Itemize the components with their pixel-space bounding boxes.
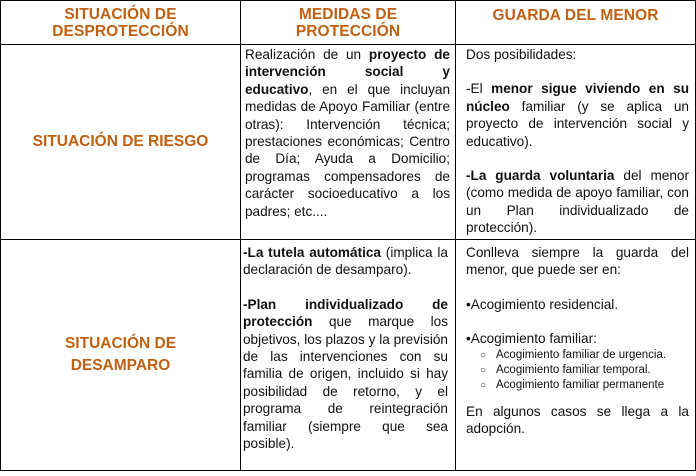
riesgo-medidas-text2: , en el que incluyan medidas de Apoyo Familiar (entre otras): Intervención técnica; prestaciones económicas; Centro de Día; Ayuda a Domicilio; programas compensadores de carácter socioeducativo a los padres; etc....: [245, 81, 450, 219]
header-guarda-text: GUARDA DEL MENOR: [492, 7, 659, 24]
column-divider-2: [455, 0, 456, 471]
riesgo-guarda-p1-bold: menor sigue viviendo en su núcleo: [466, 81, 690, 114]
header-medidas-text: MEDIDAS DE PROTECCIÓN: [295, 5, 401, 40]
desamparo-medidas-p1-post: (implica la declaración de desamparo).: [243, 245, 448, 278]
row-label-desamparo: [1, 240, 240, 470]
riesgo-guarda-p2-post: del menor (como medida de apoyo familiar, con un Plan individualizado de protección).: [466, 168, 689, 236]
table-border-bottom: [0, 470, 696, 471]
list-item-text: Acogimiento familiar temporal.: [496, 363, 651, 376]
riesgo-guarda-p1-post: familiar (y se aplica un proyecto de intervención social y educativo).: [466, 98, 689, 149]
riesgo-medidas-cell: [245, 46, 450, 220]
row-label-desamparo-text: SITUACIÓN DE DESAMPARO: [64, 335, 177, 374]
desamparo-medidas-p2-bold: -Plan individualizado de protección: [243, 296, 448, 330]
desamparo-medidas-p1-bold: -La tutela automática: [243, 245, 381, 260]
acogimiento-familiar-list: [466, 348, 689, 393]
circle-bullet-icon: ○: [480, 379, 487, 391]
desamparo-guarda-item1: •Acogimiento residencial.: [466, 296, 619, 312]
list-item: [480, 348, 689, 363]
list-item: [480, 378, 689, 393]
list-item-text: Acogimiento familiar permanente: [496, 378, 665, 391]
circle-bullet-icon: ○: [480, 364, 487, 376]
riesgo-medidas-text1: Realización de un: [245, 47, 369, 62]
desamparo-medidas-cell: [243, 244, 448, 452]
list-item-text: Acogimiento familiar de urgencia.: [496, 348, 667, 361]
row-label-riesgo-text: SITUACIÓN DE RIESGO: [32, 133, 209, 150]
desamparo-guarda-intro: Conlleva siempre la guarda del menor, que puede ser en:: [466, 245, 689, 278]
riesgo-guarda-intro: Dos posibilidades:: [466, 47, 577, 62]
riesgo-guarda-p1-pre: -El: [466, 81, 492, 97]
header-guarda: [456, 1, 695, 44]
circle-bullet-icon: ○: [480, 349, 487, 361]
desamparo-guarda-closing: En algunos casos se llega a la adopción.: [466, 403, 689, 437]
desamparo-guarda-item2: •Acogimiento familiar:: [466, 331, 597, 347]
desamparo-medidas-p2-post: que marque los objetivos, los plazos y la previsión de las intervenciones con su familia de origen, incluido si hay posibilidad de retorno, y el programa de reintegración familiar (siempre que sea posible).: [243, 314, 448, 452]
header-situacion-text: SITUACIÓN DE DESPROTECCIÓN: [52, 5, 189, 40]
riesgo-guarda-cell: [466, 46, 689, 237]
desamparo-guarda-cell: [466, 244, 689, 437]
header-medidas: [241, 1, 455, 44]
row-label-riesgo: [1, 45, 240, 239]
column-divider-1: [240, 0, 241, 471]
list-item: [480, 363, 689, 378]
riesgo-guarda-p2-bold: -La guarda voluntaria: [466, 168, 615, 184]
riesgo-medidas-bold: proyecto de intervención social y educativo: [245, 47, 450, 97]
header-situacion: [1, 1, 240, 44]
